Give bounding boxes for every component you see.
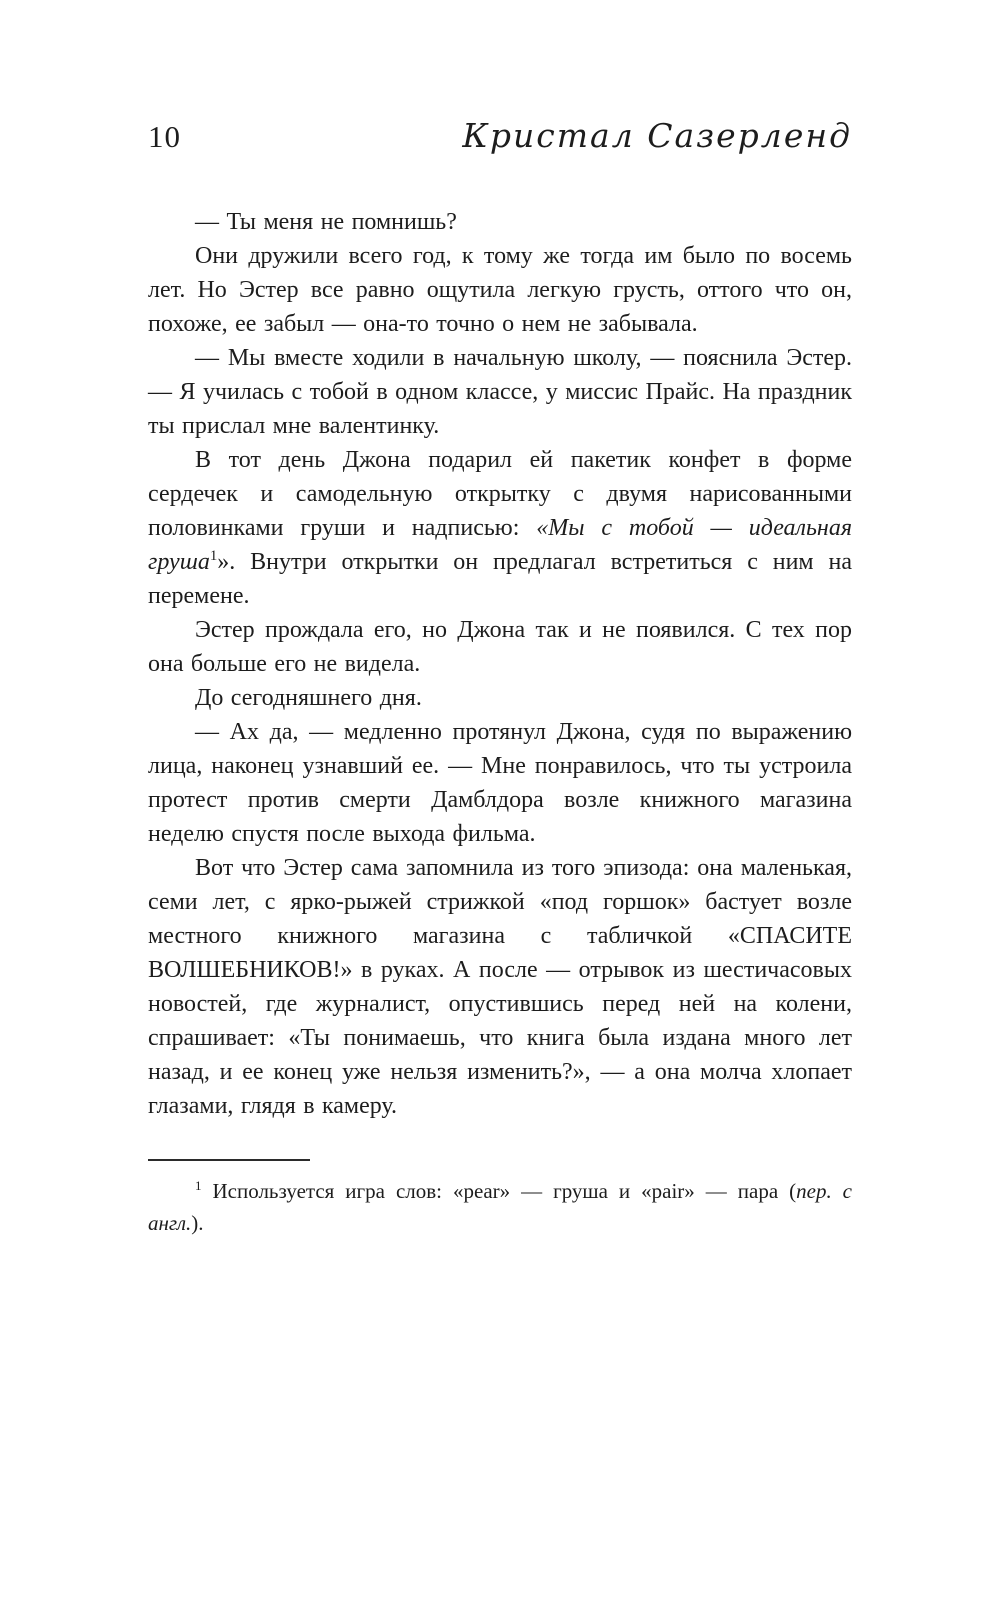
paragraph-text: В тот день Джона подарил ей пакетик конфет в форме сердечек и самодельную открытку с двумя нарисованными половинками груши и надписью: bbox=[148, 447, 852, 541]
page-header bbox=[148, 116, 852, 155]
footnote-block bbox=[148, 1159, 852, 1239]
paragraph-dialogue: — Ах да, — медленно протянул Джона, судя по выражению лица, наконец узнавший ее. — Мне понравилось, что ты устроила протест против смерти Дамблдора возле книжного магазина неделю спустя после выхода фильма. bbox=[148, 719, 852, 847]
paragraph: Вот что Эстер сама запомнила из того эпизода: она маленькая, семи лет, с ярко-рыжей стрижкой «под горшок» бастует возле местного книжного магазина с табличкой «СПАСИТЕ ВОЛШЕБНИКОВ!» в руках. А после — отрывок из шестичасовых новостей, где журналист, опустившись перед ней на колени, спрашивает: «Ты понимаешь, что книга была издана много лет назад, и ее конец уже нельзя изменить?», — а она молча хлопает глазами, глядя в камеру. bbox=[148, 855, 852, 1119]
footnote-number: 1 bbox=[195, 1178, 202, 1193]
footnote-italic: пер. с англ. bbox=[148, 1179, 853, 1235]
page-body bbox=[148, 205, 852, 1123]
footnote-body: Используется игра слов: «pear» — груша и «pair» — пара ( bbox=[201, 1179, 797, 1203]
paragraph: Эстер прождала его, но Джона так и не появился. С тех пор она больше его не видела. bbox=[148, 617, 852, 677]
running-head-author: Кристал Сазерленд bbox=[462, 116, 852, 155]
paragraph-with-footnote bbox=[148, 443, 852, 613]
italic-phrase: «Мы с тобой — идеальная груша bbox=[148, 515, 852, 575]
paragraph: До сегодняшнего дня. bbox=[195, 685, 422, 711]
page-number: 10 bbox=[148, 119, 181, 154]
footnote-ref-marker: 1 bbox=[209, 548, 218, 564]
paragraph: Они дружили всего год, к тому же тогда им было по восемь лет. Но Эстер все равно ощутила легкую грусть, оттого что он, похоже, ее забыл — она-то точно о нем не забывала. bbox=[148, 243, 852, 337]
paragraph-dialogue: — Мы вместе ходили в начальную школу, — пояснила Эстер. — Я училась с тобой в одном классе, у миссис Прайс. На праздник ты прислал мне валентинку. bbox=[148, 345, 852, 439]
paragraph-text: ». Внутри открытки он предлагал встретиться с ним на перемене. bbox=[148, 549, 852, 609]
footnote-tail: ). bbox=[191, 1211, 204, 1235]
paragraph-dialogue: — Ты меня не помнишь? bbox=[195, 209, 457, 235]
footnote-separator bbox=[148, 1159, 310, 1161]
footnote-text bbox=[148, 1175, 852, 1239]
